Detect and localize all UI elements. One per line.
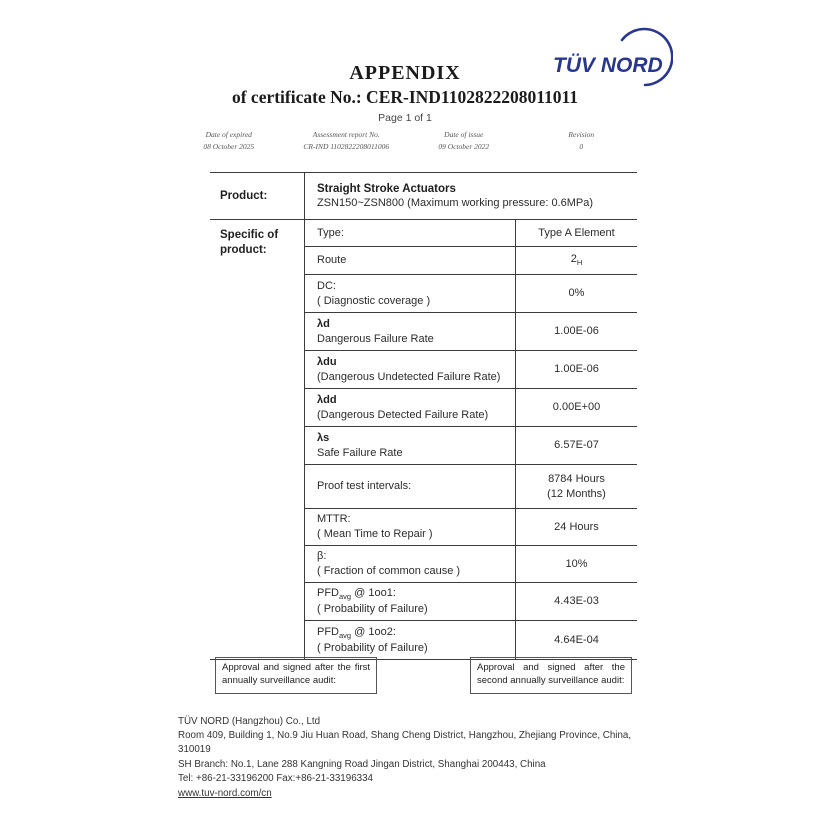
footer-address: Room 409, Building 1, No.9 Jiu Huan Road, Shang Cheng District, Hangzhou, Zhejiang Province, China, 310019 [178, 730, 632, 756]
spec-row [305, 351, 637, 389]
parameter-value: 4.43E-03 [515, 583, 637, 620]
footer-branch: SH Branch: No.1, Lane 288 Kangning Road Jingan District, Shanghai 200443, China [178, 758, 546, 770]
product-row [210, 173, 637, 220]
parameter-value: 1.00E-06 [515, 351, 637, 388]
parameter-cell [305, 509, 515, 545]
parameter-value: 6.57E-07 [515, 427, 637, 464]
parameter-cell [305, 389, 515, 426]
footer-website-link[interactable]: www.tuv-nord.com/cn [178, 788, 272, 800]
spec-row [305, 621, 637, 659]
footer [178, 715, 653, 801]
parameter-value: Type A Element [515, 220, 637, 246]
spec-row [305, 427, 637, 465]
parameter-value: 1.00E-06 [515, 313, 637, 350]
spec-row [305, 220, 637, 247]
approval-box-first-audit: Approval and signed after the first annually surveillance audit: [215, 657, 377, 694]
parameter-cell [305, 313, 515, 350]
parameter-name: Route [317, 254, 347, 267]
product-cell [305, 173, 637, 219]
parameter-cell [305, 351, 515, 388]
meta-date-issue [405, 129, 523, 152]
meta-row [170, 129, 640, 152]
meta-date-expired [170, 129, 288, 152]
parameter-value: 10% [515, 546, 637, 582]
parameter-name: $PFD_{avg}$ @ 1oo2: [317, 625, 396, 640]
parameter-description: ( Probability of Failure) [317, 603, 428, 616]
product-name: Straight Stroke Actuators [317, 183, 456, 195]
parameter-description: ( Probability of Failure) [317, 641, 428, 654]
parameter-cell [305, 621, 515, 659]
meta-value: CR-IND 1102822208011006 [303, 141, 390, 151]
parameter-description: Dangerous Failure Rate [317, 332, 434, 345]
meta-value: 0 [579, 141, 584, 151]
meta-value: 09 October 2022 [438, 141, 490, 151]
parameter-description: ( Mean Time to Repair ) [317, 528, 433, 540]
parameter-value: $2_H$ [515, 247, 637, 274]
parameter-value: 24 Hours [515, 509, 637, 545]
parameter-value: 0% [515, 275, 637, 312]
header [165, 62, 645, 124]
parameter-cell [305, 583, 515, 620]
parameter-name: MTTR: [317, 513, 351, 526]
spec-row [305, 465, 637, 509]
approval-box-second-audit: Approval and signed after the second annually surveillance audit: [470, 657, 632, 694]
parameter-cell [305, 427, 515, 464]
parameter-cell [305, 220, 515, 246]
parameter-name: Type: [317, 226, 344, 239]
meta-label: Revision [568, 130, 595, 139]
parameter-value: 8784 Hours (12 Months) [515, 465, 637, 508]
parameter-description: ( Diagnostic coverage ) [317, 294, 431, 307]
product-label: Product: [210, 173, 305, 219]
spec-row [305, 583, 637, 621]
parameter-description: (Dangerous Detected Failure Rate) [317, 408, 489, 421]
parameter-name: λs [317, 431, 330, 444]
meta-label: Assessment report No. [312, 130, 380, 139]
parameter-name: λdd [317, 393, 337, 406]
spec-row [305, 247, 637, 275]
meta-value: 08 October 2025 [203, 141, 255, 151]
footer-phone: Tel: +86-21-33196200 Fax:+86-21-33196334 [178, 772, 373, 784]
spec-row [305, 275, 637, 313]
specific-section [210, 220, 637, 659]
certificate-number-line: of certificate No.: CER-IND1102822208011011 [231, 87, 579, 107]
parameter-description: (Dangerous Undetected Failure Rate) [317, 370, 501, 383]
parameter-cell [305, 465, 515, 508]
parameter-value: 0.00E+00 [515, 389, 637, 426]
parameter-value: 4.64E-04 [515, 621, 637, 659]
spec-row [305, 313, 637, 351]
parameter-name: $PFD_{avg}$ @ 1oo1: [317, 587, 396, 602]
page-indicator: Page 1 of 1 [378, 112, 432, 124]
parameter-description: Safe Failure Rate [317, 446, 403, 459]
logo-wordmark: TÜV NORD [553, 54, 663, 77]
specific-label: Specific of product: [210, 220, 305, 659]
parameter-name: λdu [317, 355, 337, 368]
parameter-name: DC: [317, 279, 336, 292]
spec-row [305, 509, 637, 546]
spec-rows [305, 220, 637, 659]
parameter-name: Proof test intervals: [317, 480, 412, 493]
spec-row [305, 389, 637, 427]
meta-label: Date of issue [444, 130, 484, 139]
parameter-name: λd [317, 317, 330, 330]
parameter-name: β: [317, 550, 327, 563]
certificate-table [210, 172, 637, 660]
meta-revision [523, 129, 641, 152]
parameter-description: ( Fraction of common cause ) [317, 565, 461, 577]
footer-company: TÜV NORD (Hangzhou) Co., Ltd [178, 716, 321, 727]
product-description: ZSN150~ZSN800 (Maximum working pressure: 0.6MPa) [317, 197, 594, 209]
meta-assessment-report [288, 129, 406, 152]
spec-row [305, 546, 637, 583]
parameter-cell [305, 247, 515, 274]
parameter-cell [305, 275, 515, 312]
appendix-title: APPENDIX [349, 62, 461, 84]
meta-label: Date of expired [205, 130, 252, 139]
parameter-cell [305, 546, 515, 582]
